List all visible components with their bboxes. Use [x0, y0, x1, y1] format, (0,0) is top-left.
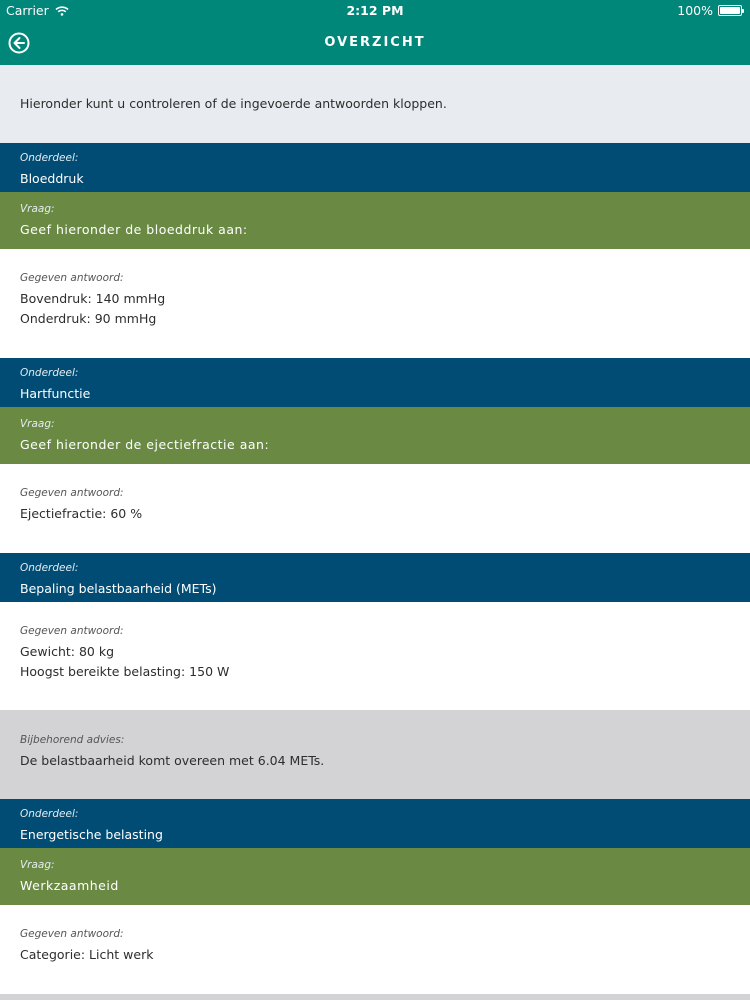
question-block: [0, 192, 750, 249]
section-header-hartfunctie: [0, 358, 750, 407]
answer-label: Gegeven antwoord:: [20, 928, 124, 940]
page-title: OVERZICHT: [324, 35, 426, 50]
answer-label: Gegeven antwoord:: [20, 487, 124, 499]
nav-bar: [0, 22, 750, 65]
battery-percent: 100%: [677, 3, 713, 18]
status-bar: [0, 0, 750, 22]
section-title: Bloeddruk: [20, 171, 84, 186]
section-header-bloeddruk: [0, 143, 750, 192]
question-text: Werkzaamheid: [20, 878, 119, 893]
question-label: Vraag:: [20, 859, 55, 871]
advice-text: De belastbaarheid komt overeen met 6.04 METs.: [20, 753, 325, 768]
intro-text: Hieronder kunt u controleren of de ingevoerde antwoorden kloppen.: [0, 65, 750, 143]
answer-line: Hoogst bereikte belasting: 150 W: [20, 664, 230, 679]
answer-block: [0, 464, 750, 553]
answer-line: Gewicht: 80 kg: [20, 644, 115, 659]
section-label: Onderdeel:: [20, 562, 79, 574]
question-block: [0, 848, 750, 905]
carrier-label: Carrier: [6, 3, 49, 18]
question-block: [0, 407, 750, 464]
question-label: Vraag:: [20, 203, 55, 215]
section-header-energetische-belasting: [0, 799, 750, 848]
status-time: 2:12 PM: [346, 3, 404, 18]
advice-label: Bijbehorend advies:: [20, 734, 125, 746]
answer-line: Onderdruk: 90 mmHg: [20, 311, 157, 326]
answer-label: Gegeven antwoord:: [20, 272, 124, 284]
answer-line: Ejectiefractie: 60 %: [20, 506, 143, 521]
answer-block: [0, 905, 750, 994]
question-text: Geef hieronder de ejectiefractie aan:: [20, 437, 270, 452]
answer-block: [0, 249, 750, 358]
section-label: Onderdeel:: [20, 808, 79, 820]
answer-label: Gegeven antwoord:: [20, 625, 124, 637]
question-text: Geef hieronder de bloeddruk aan:: [20, 222, 248, 237]
answer-block: [0, 602, 750, 710]
section-title: Bepaling belastbaarheid (METs): [20, 581, 217, 596]
section-header-belastbaarheid: [0, 553, 750, 602]
advice-block: [0, 710, 750, 799]
answer-line: Categorie: Licht werk: [20, 947, 154, 962]
section-label: Onderdeel:: [20, 367, 79, 379]
question-label: Vraag:: [20, 418, 55, 430]
section-title: Hartfunctie: [20, 386, 91, 401]
section-label: Onderdeel:: [20, 152, 79, 164]
battery-indicator: [677, 3, 742, 18]
list-footer-divider: [0, 994, 750, 1000]
answer-line: Bovendruk: 140 mmHg: [20, 291, 166, 306]
section-title: Energetische belasting: [20, 827, 163, 842]
overview-list: [0, 65, 750, 1000]
battery-icon: [718, 5, 742, 16]
